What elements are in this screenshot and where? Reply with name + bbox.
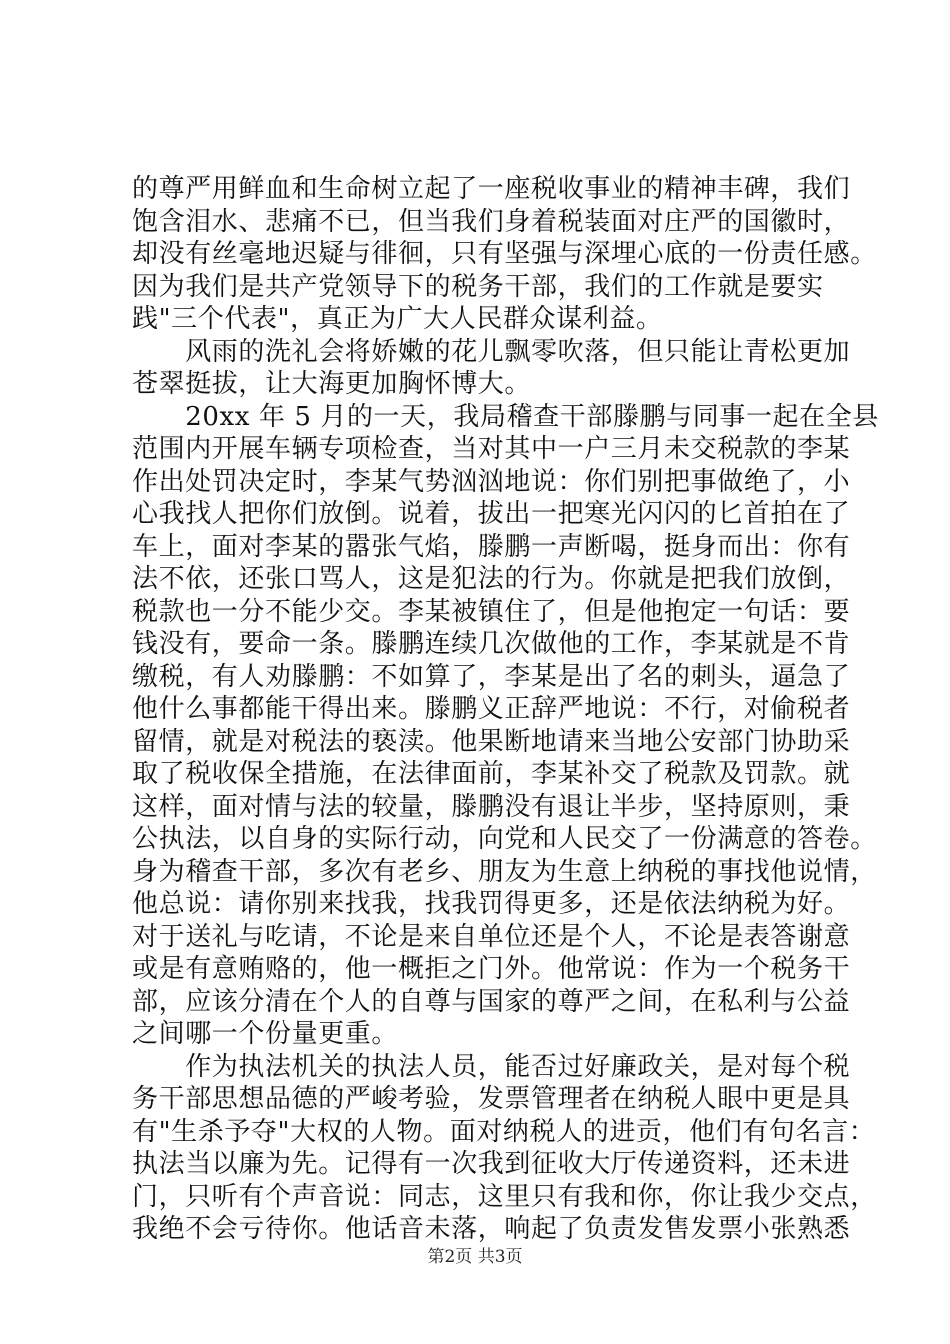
text-line: 他总说：请你别来找我，找我罚得更多，还是依法纳税为好。 (132, 889, 851, 919)
text-line: 他什么事都能干得出来。滕鹏义正辞严地说：不行，对偷税者 (132, 694, 851, 724)
text-line: 我绝不会亏待你。他话音未落，响起了负责发售发票小张熟悉 (132, 1214, 851, 1244)
text-line: 对于送礼与吃请，不论是来自单位还是个人，不论是表答谢意 (132, 921, 851, 952)
text-line: 取了税收保全措施，在法律面前，李某补交了税款及罚款。就 (132, 759, 851, 789)
text-line: 公执法，以自身的实际行动，向党和人民交了一份满意的答卷。 (132, 824, 877, 854)
text-line: 部，应该分清在个人的自尊与国家的尊严之间，在私利与公益 (132, 986, 851, 1017)
text-line: 有"生杀予夺"大权的人物。面对纳税人的进贡，他们有句名言： (132, 1116, 876, 1147)
text-line: 这样，面对情与法的较量，滕鹏没有退让半步，坚持原则，秉 (132, 791, 851, 822)
text-line: 饱含泪水、悲痛不已，但当我们身着税装面对庄严的国徽时， (132, 206, 851, 237)
document-body-text (132, 173, 879, 1246)
text-line: 钱没有，要命一条。滕鹏连续几次做他的工作，李某就是不肯 (132, 629, 851, 659)
page-number-footer: 第2页 共3页 (427, 1247, 523, 1267)
text-line: 范围内开展车辆专项检查，当对其中一户三月未交税款的李某 (132, 434, 851, 464)
text-line: 风雨的洗礼会将娇嫩的花儿飘零吹落，但只能让青松更加 (132, 336, 851, 367)
text-line: 却没有丝毫地迟疑与徘徊，只有坚强与深埋心底的一份责任感。 (132, 239, 877, 269)
text-line: 心我找人把你们放倒。说着，拔出一把寒光闪闪的匕首拍在了 (132, 499, 851, 529)
text-line: 身为稽查干部，多次有老乡、朋友为生意上纳税的事找他说情， (132, 856, 877, 887)
text-line: 税款也一分不能少交。李某被镇住了，但是他抱定一句话：要 (132, 596, 851, 627)
text-line: 留情，就是对税法的亵渎。他果断地请来当地公安部门协助采 (132, 726, 851, 757)
text-line: 务干部思想品德的严峻考验，发票管理者在纳税人眼中更是具 (132, 1084, 851, 1114)
text-line: 缴税，有人劝滕鹏：不如算了，李某是出了名的刺头，逼急了 (132, 661, 851, 692)
text-line: 苍翠挺拔，让大海更加胸怀博大。 (132, 369, 532, 399)
text-line: 门，只听有个声音说：同志，这里只有我和你，你让我少交点， (132, 1181, 877, 1212)
text-line: 践"三个代表"，真正为广大人民群众谋利益。 (132, 304, 663, 334)
text-line: 执法当以廉为先。记得有一次我到征收大厅传递资料，还未进 (132, 1149, 851, 1179)
text-line: 或是有意贿赂的，他一概拒之门外。他常说：作为一个税务干 (132, 954, 851, 984)
text-line: 作出处罚决定时，李某气势汹汹地说：你们别把事做绝了，小 (132, 466, 851, 497)
text-line: 因为我们是共产党领导下的税务干部，我们的工作就是要实 (132, 271, 824, 302)
text-line: 的尊严用鲜血和生命树立起了一座税收事业的精神丰碑，我们 (132, 174, 851, 204)
text-line: 作为执法机关的执法人员，能否过好廉政关，是对每个税 (132, 1051, 851, 1082)
text-line: 车上，面对李某的嚣张气焰，滕鹏一声断喝，挺身而出：你有 (132, 531, 851, 562)
text-line: 法不依，还张口骂人，这是犯法的行为。你就是把我们放倒， (132, 564, 851, 594)
text-line: 之间哪一个份量更重。 (132, 1019, 399, 1049)
text-line: 20xx 年 5 月的一天，我局稽查干部滕鹏与同事一起在全县 (132, 401, 879, 432)
